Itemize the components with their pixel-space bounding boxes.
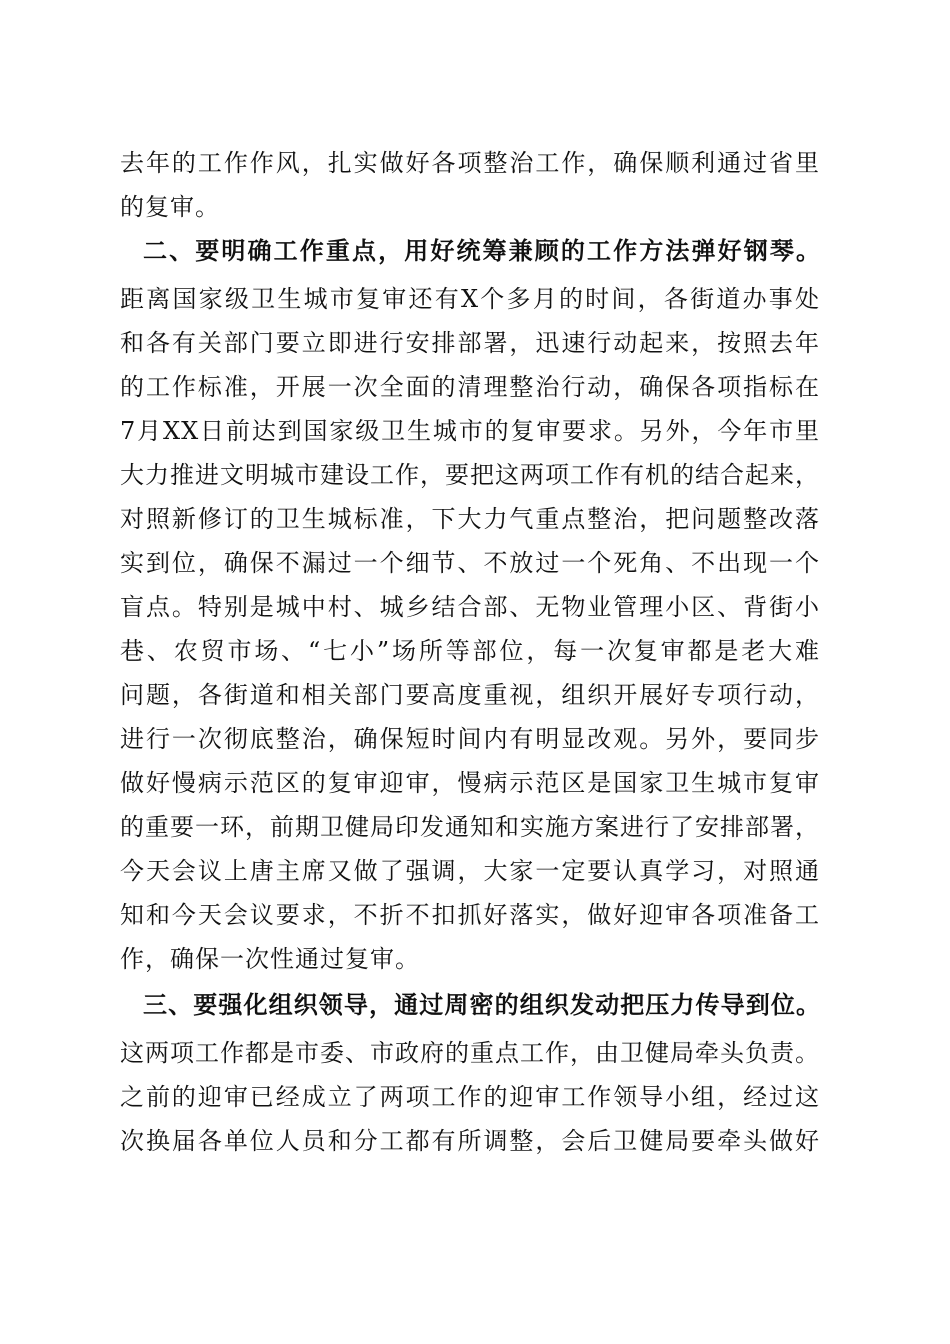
paragraph-line: 知和今天会议要求，不折不扣抓好落实，做好迎审各项准备工 [120, 901, 820, 929]
paragraph-line: 次换届各单位人员和分工都有所调整，会后卫健局要牵头做好 [120, 1127, 820, 1155]
paragraph-line: 问题，各街道和相关部门要高度重视，组织开展好专项行动， [120, 681, 820, 709]
paragraph-line: 进行一次彻底整治，确保短时间内有明显改观。另外，要同步 [120, 725, 820, 753]
paragraph-line: 巷、农贸市场、“七小”场所等部位，每一次复审都是老大难 [120, 637, 820, 665]
paragraph-line: 距离国家级卫生城市复审还有X个多月的时间，各街道办事处 [120, 285, 820, 313]
section-heading: 二、要明确工作重点，用好统筹兼顾的工作方法弹好钢琴。 [143, 237, 820, 265]
paragraph-line: 之前的迎审已经成立了两项工作的迎审工作领导小组，经过这 [120, 1083, 820, 1111]
paragraph-line: 作，确保一次性通过复审。 [120, 945, 420, 973]
paragraph-line: 大力推进文明城市建设工作，要把这两项工作有机的结合起来， [120, 461, 820, 489]
paragraph-line: 盲点。特别是城中村、城乡结合部、无物业管理小区、背街小 [120, 593, 820, 621]
paragraph-line: 7月XX日前达到国家级卫生城市的复审要求。另外，今年市里 [120, 417, 820, 445]
paragraph-line: 今天会议上唐主席又做了强调，大家一定要认真学习，对照通 [120, 857, 820, 885]
section-heading: 三、要强化组织领导，通过周密的组织发动把压力传导到位。 [143, 991, 820, 1019]
paragraph-line: 的重要一环，前期卫健局印发通知和实施方案进行了安排部署， [120, 813, 820, 841]
paragraph-line: 和各有关部门要立即进行安排部署，迅速行动起来，按照去年 [120, 329, 820, 357]
paragraph-line: 这两项工作都是市委、市政府的重点工作，由卫健局牵头负责。 [120, 1039, 820, 1067]
paragraph-line: 做好慢病示范区的复审迎审，慢病示范区是国家卫生城市复审 [120, 769, 820, 797]
paragraph-line: 实到位，确保不漏过一个细节、不放过一个死角、不出现一个 [120, 549, 820, 577]
paragraph-line: 的工作标准，开展一次全面的清理整治行动，确保各项指标在 [120, 373, 820, 401]
paragraph-line: 对照新修订的卫生城标准，下大力气重点整治，把问题整改落 [120, 505, 820, 533]
paragraph-line: 去年的工作作风，扎实做好各项整治工作，确保顺利通过省里 [120, 149, 820, 177]
paragraph-line: 的复审。 [120, 193, 220, 221]
